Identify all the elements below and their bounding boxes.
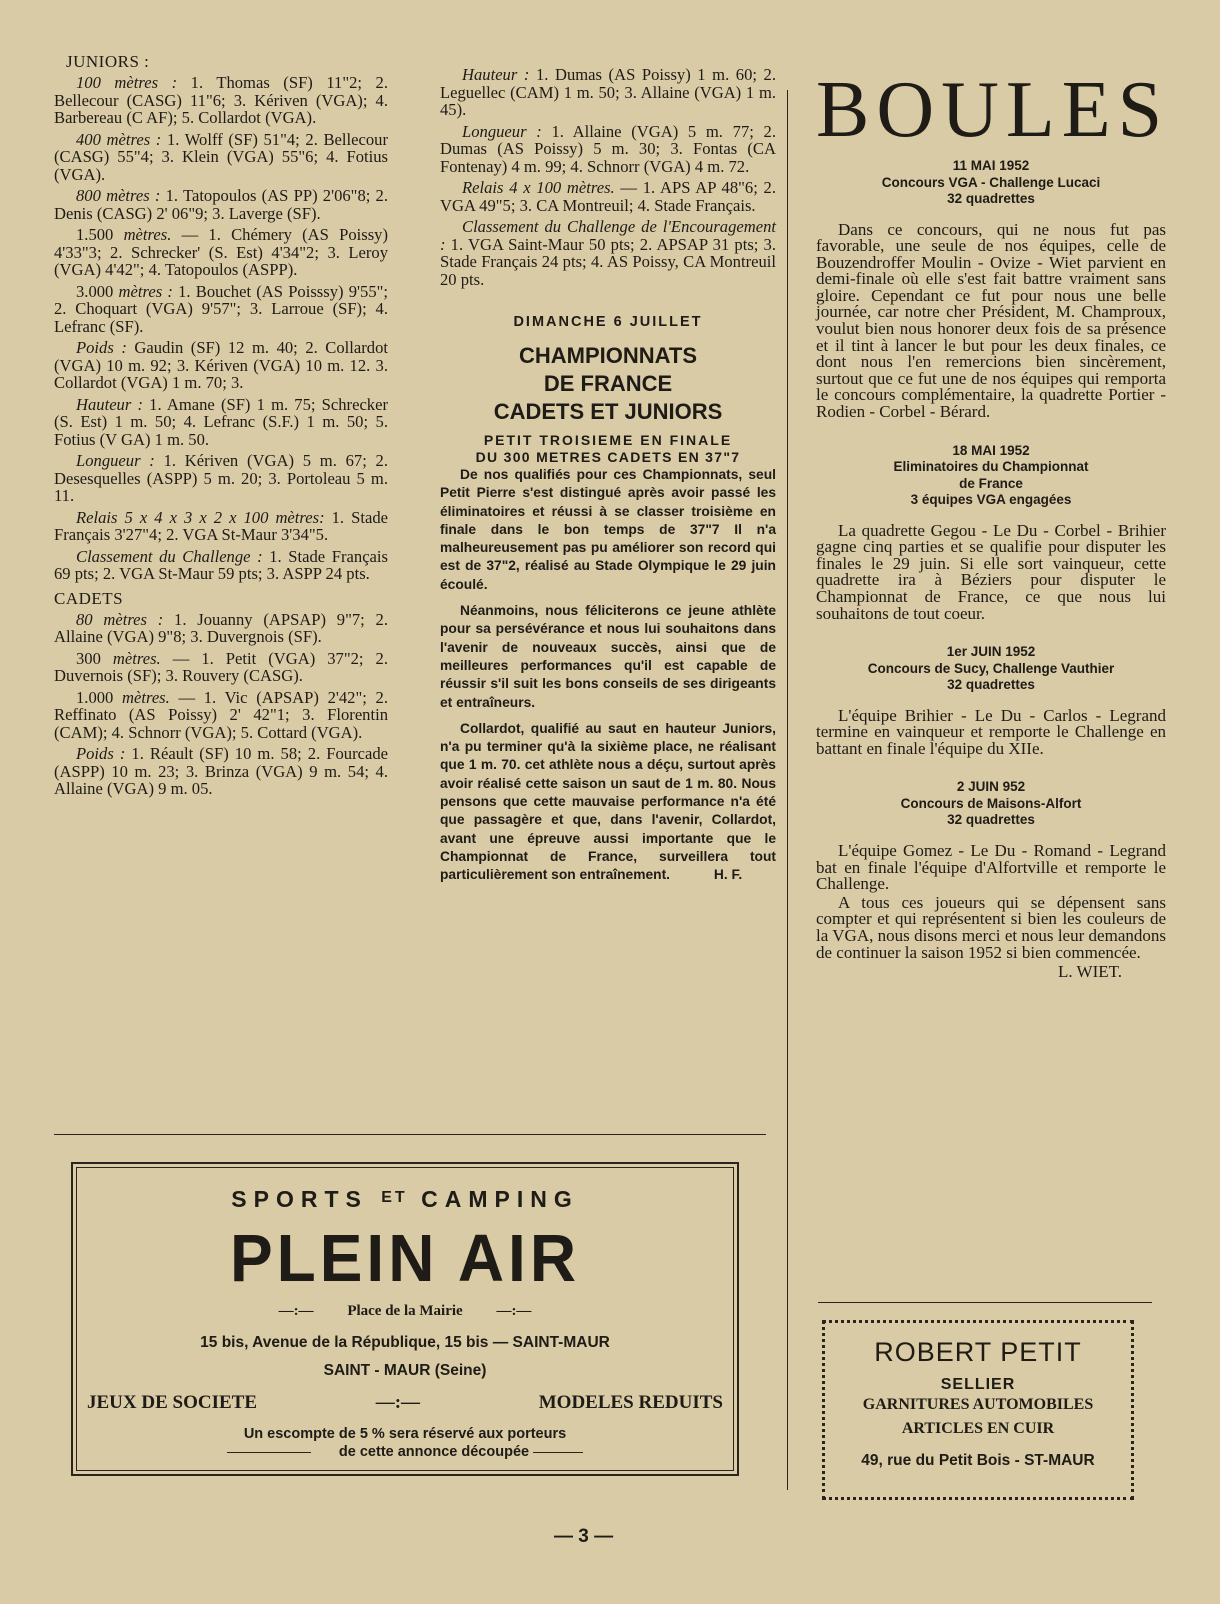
result-entry — [440, 179, 776, 214]
article-date: DIMANCHE 6 JUILLET — [513, 314, 703, 330]
boules-title: BOULES — [816, 66, 1170, 154]
plein-air-ad — [71, 1162, 739, 1476]
result-entry — [54, 509, 388, 544]
page-number: — 3 — — [554, 1526, 614, 1547]
result-event: Relais 4 x 100 mètres. — [462, 178, 615, 197]
plein-air-discount-1: Un escompte de 5 % sera réservé aux porteurs — [243, 1426, 567, 1442]
place-dash-left: —:— — [278, 1303, 314, 1319]
plein-air-discount-2 — [73, 1444, 737, 1460]
plein-air-address: 15 bis, Avenue de la République, 15 bis — SAINT-MAUR — [200, 1334, 610, 1351]
boules-section — [816, 158, 1166, 421]
result-event: Hauteur : — [462, 65, 530, 84]
article-paragraph-2: Néanmoins, nous féliciterons ce jeune athlète pour sa persévérance et nous lui souhaitons dans l'avenir de nouveaux succès, ainsi que de meilleures performances qu'il est capable de réussir s'il suit les bons conseils de ses dirigeants et entraîneurs. — [440, 603, 776, 710]
boules-section-date: 1er JUIN 1952 — [946, 644, 1036, 660]
result-event: mètres. — [122, 687, 170, 707]
boules-sections — [816, 158, 1166, 961]
jeux-de-societe: JEUX DE SOCIETE — [87, 1392, 257, 1413]
boules-section-line-1: Concours de Maisons-Alfort — [900, 795, 1082, 811]
result-entry — [54, 452, 388, 505]
result-event: Hauteur : — [76, 394, 143, 414]
robert-petit-address: 49, rue du Petit Bois - ST-MAUR — [861, 1452, 1095, 1469]
result-entry — [54, 548, 388, 583]
discount-rule-right — [533, 1452, 583, 1453]
result-text: Gaudin (SF) 12 m. 40; 2. Collardot (VGA) 10 m. 92; 3. Kériven (VGA) 10 m. 12. 3. Collardot (VGA) 1 m. 70; 3. — [54, 338, 388, 392]
middle-column — [440, 66, 776, 885]
robert-petit-line-1: GARNITURES AUTOMOBILES — [862, 1396, 1094, 1413]
result-entry — [440, 66, 776, 119]
result-event: Poids : — [76, 338, 127, 357]
result-text: 1. Kériven (VGA) 5 m. 67; 2. Desesquelles (ASPP) 5 m. 20; 3. Portoleau 5 m. 11. — [54, 451, 388, 505]
result-entry — [54, 611, 388, 646]
result-event: Longueur : — [76, 451, 155, 470]
boules-section — [816, 644, 1166, 757]
result-entry — [54, 283, 388, 336]
article-title-line-3: CADETS ET JUNIORS — [493, 399, 723, 424]
article-paragraph-1: De nos qualifiés pour ces Championnats, seul Petit Pierre s'est distingué après avoir passé les éliminatoires et réussi à se classer troisième en finale dans le bon temps de 37"7 Il n'a malheureusement pas pu améliorer son record qui est de 37"2, réalisé au Stade Olympique le 29 juin écoulé. — [440, 467, 776, 592]
boules-signature: L. WIET. — [1057, 962, 1122, 982]
tagline-et: ET — [381, 1189, 408, 1206]
result-text: 1. Wolff (SF) 51"4; 2. Bellecour (CASG) 55"4; 3. Klein (VGA) 55"6; 4. Fotius (VGA). — [54, 129, 388, 184]
article-subtitle-line-2: DU 300 METRES CADETS EN 37"7 — [475, 449, 741, 465]
result-distance: 3.000 — [76, 281, 119, 301]
result-entry — [54, 650, 388, 685]
discount-text-2: de cette annonce découpée — [338, 1444, 530, 1460]
article-subtitle-line-1: PETIT TROISIEME EN FINALE — [483, 432, 733, 448]
boules-paragraph: L'équipe Brihier - Le Du - Carlos - Legrand termine en vainqueur et remporte le Challenge en battant en finale l'équipe du XIIe. — [816, 705, 1166, 758]
boules-section — [816, 443, 1166, 623]
robert-petit-ad — [822, 1320, 1134, 1500]
middle-results — [440, 66, 776, 288]
result-text: 1. Stade Français 69 pts; 2. VGA St-Maur 59 pts; 3. ASPP 24 pts. — [54, 546, 388, 583]
boules-bottom-rule — [818, 1302, 1152, 1303]
result-event: 100 mètres : — [76, 73, 178, 92]
cadets-heading: CADETS — [54, 588, 124, 608]
place-text: Place de la Mairie — [347, 1303, 463, 1319]
plein-air-brand: PLEIN AIR — [229, 1220, 581, 1296]
result-text: — 1. Chémery (AS Poissy) 4'33"3; 2. Schrecker' (S. Est) 4'34"2; 3. Leroy (VGA) 4'42"; 4. Tatopoulos (ASPP). — [54, 225, 389, 279]
result-event: 400 mètres : — [76, 129, 162, 149]
cadets-results — [54, 611, 388, 798]
article-paragraph-3 — [440, 720, 776, 885]
boules-paragraph: La quadrette Gegou - Le Du - Corbel - Brihier gagne cinq parties et se qualifie pour disputer les finales le 29 juin. Si elle sort vainqueur, cette quadrette ira à Béziers pour disputer le Championnat de France, ce que nous lui souhaitons de tout coeur. — [816, 520, 1166, 623]
result-event: mètres : — [118, 281, 173, 301]
result-text: 1. Dumas (AS Poissy) 1 m. 60; 2. Leguellec (CAM) 1 m. 50; 3. Allaine (VGA) 1 m. 45). — [440, 65, 776, 119]
article-paragraph-3-text: Collardot, qualifié au saut en hauteur Juniors, n'a pu terminer qu'à la sixième place, ne réalisant que 1 m. 70. cet athlète nous a déçu, surtout après avoir réalisé cette saison un saut de 1 m. 80. Nous pensons que cette mauvaise performance n'a été que passagère et que, dans l'avenir, Collardot, avant une épreuve aussi importante que le Championnat de France, surveillera tout particulièrement son entraînement. — [440, 720, 776, 883]
boules-paragraph: Dans ce concours, qui ne nous fut pas favorable, une seule de nos équipes, celle de Bouzendroffer Moulin - Ovize - Wiet parvient en demi-finale où elle s'est fait battre vraiment sans gloire. Cependant ce fut pour nous une belle journée, car notre cher Président, M. Champroux, voulut bien nous honorer deux fois de sa présence et il tint à lancer le but pour les deux finales, ce dont nous l'en remercions bien sincèrement, surtout que ce fut une de nos équipes qui remporta le concours complémentaire, la quadrette Portier - Rodien - Corbel - Bérard. — [816, 219, 1166, 422]
boules-section-date: 11 MAI 1952 — [952, 158, 1030, 173]
boules-section-line-1: Concours VGA - Challenge Lucaci — [881, 174, 1101, 190]
horizontal-rule — [54, 1134, 766, 1135]
juniors-heading: JUNIORS : — [66, 52, 150, 71]
result-text: 1. Tatopoulos (AS PP) 2'06"8; 2. Denis (CASG) 2' 06"9; 3. Laverge (SF). — [54, 186, 388, 223]
plein-air-city: SAINT - MAUR (Seine) — [323, 1362, 487, 1379]
result-distance: 1.000 — [76, 687, 123, 707]
result-event: mètres. — [112, 648, 161, 668]
boules-section-date: 18 MAI 1952 — [952, 442, 1030, 458]
boules-paragraph: L'équipe Gomez - Le Du - Romand - Legrand bat en finale l'équipe d'Alfortville et remporte le Challenge. — [816, 840, 1166, 894]
boules-section-line-1: Concours de Sucy, Challenge Vauthier — [867, 660, 1115, 676]
boules-section-line-3: 3 équipes VGA engagées — [910, 492, 1072, 508]
boules-section-line-2: 32 quadrettes — [947, 812, 1035, 828]
result-text: 1. Allaine (VGA) 5 m. 77; 2. Dumas (AS Poissy) 5 m. 30; 3. Fontas (CA Fontenay) 4 m. 99; 4. Schnorr (VGA) 4 m. 72. — [440, 121, 776, 176]
result-event: Classement du Challenge : — [76, 546, 263, 566]
result-text: — 1. APS AP 48"6; 2. VGA 49"5; 3. CA Montreuil; 4. Stade Français. — [440, 178, 776, 215]
result-event: mètres. — [123, 225, 172, 244]
result-entry — [54, 396, 388, 449]
result-text: 1. Réault (SF) 10 m. 58; 2. Fourcade (ASPP) 10 m. 23; 3. Brinza (VGA) 9 m. 54; 4. Allaine (VGA) 9 m. 05. — [54, 744, 388, 798]
result-event: 800 mètres : — [76, 186, 161, 205]
boules-column — [816, 66, 1170, 982]
result-entry — [440, 218, 776, 288]
robert-petit-trade: SELLIER — [940, 1376, 1016, 1393]
result-event: Longueur : — [462, 121, 542, 141]
result-entry — [54, 339, 388, 392]
boules-section — [816, 779, 1166, 961]
left-column — [54, 52, 388, 802]
tagline-sports: SPORTS — [231, 1186, 368, 1212]
result-text: 1. Thomas (SF) 11"2; 2. Bellecour (CASG) 11"6; 3. Kériven (VGA); 4. Barbereau (C AF); 5. Collardot (VGA). — [54, 73, 388, 127]
result-entry — [54, 745, 388, 798]
result-distance: 300 — [76, 648, 113, 668]
robert-petit-line-2: ARTICLES EN CUIR — [901, 1420, 1055, 1437]
result-entry — [54, 187, 388, 222]
boules-section-line-2: 32 quadrettes — [947, 677, 1035, 693]
result-text: 1. Amane (SF) 1 m. 75; Schrecker (S. Est) 1 m. 50; 4. Lefranc (S.F.) 1 m. 50; 5. Fotius (V GA) 1 m. 50. — [54, 394, 388, 449]
column-rule-right — [787, 90, 788, 1490]
modeles-reduits: MODELES REDUITS — [538, 1392, 723, 1413]
boules-section-line-1: Eliminatoires du Championnat — [893, 459, 1089, 475]
plein-air-tagline — [73, 1186, 737, 1213]
result-text: 1. Stade Français 3'27"4; 2. VGA St-Maur 3'34"5. — [54, 507, 388, 544]
result-text: 1. Jouanny (APSAP) 9"7; 2. Allaine (VGA) 9"8; 3. Duvergnois (SF). — [54, 609, 388, 646]
boules-section-line-2: 32 quadrettes — [947, 191, 1035, 206]
article-title-line-1: CHAMPIONNATS — [518, 343, 698, 368]
result-entry — [54, 689, 388, 742]
result-entry — [54, 74, 388, 127]
juniors-results — [54, 74, 388, 583]
boules-section-date: 2 JUIN 952 — [956, 779, 1026, 795]
result-distance: 1.500 — [76, 225, 124, 244]
result-text: 1. Bouchet (AS Poisssy) 9'55"; 2. Choquart (VGA) 9'57"; 3. Larroue (SF); 4. Lefranc (SF). — [54, 281, 388, 336]
tagline-camping: CAMPING — [421, 1186, 579, 1212]
result-entry — [54, 226, 388, 279]
place-dash-right: —:— — [496, 1303, 532, 1319]
result-text: — 1. Vic (APSAP) 2'42"; 2. Reffinato (AS Poissy) 2' 42"1; 3. Florentin (CAM); 4. Schnorr (VGA); 5. Cottard (VGA). — [54, 687, 388, 742]
result-event: Relais 5 x 4 x 3 x 2 x 100 mètres: — [76, 507, 325, 527]
result-event: Poids : — [76, 744, 126, 763]
plein-air-place-line — [73, 1303, 737, 1320]
result-event: Classement du Challenge de l'Encouragement : — [440, 217, 776, 254]
robert-petit-name: ROBERT PETIT — [874, 1337, 1082, 1367]
boules-paragraph: A tous ces joueurs qui se dépensent sans compter et qui représentent si bien les couleurs de la VGA, nous disons merci et nous leur demandons de continuer la saison 1952 si bien commencée. — [816, 892, 1166, 962]
result-event: 80 mètres : — [76, 609, 164, 629]
result-text: — 1. Petit (VGA) 37"2; 2. Duvernois (SF); 3. Rouvery (CASG). — [54, 648, 389, 685]
boules-section-line-2: de France — [959, 475, 1023, 491]
result-entry — [54, 131, 388, 184]
items-dash: —:— — [375, 1392, 421, 1413]
discount-rule-left — [227, 1452, 311, 1453]
article-signature: H. F. — [713, 867, 743, 883]
result-entry — [440, 123, 776, 176]
plein-air-items — [87, 1392, 723, 1414]
article-title-line-2: DE FRANCE — [543, 371, 673, 396]
result-text: 1. VGA Saint-Maur 50 pts; 2. APSAP 31 pts; 3. Stade Français 24 pts; 4. AS Poissy, CA Montreuil 20 pts. — [440, 234, 776, 289]
